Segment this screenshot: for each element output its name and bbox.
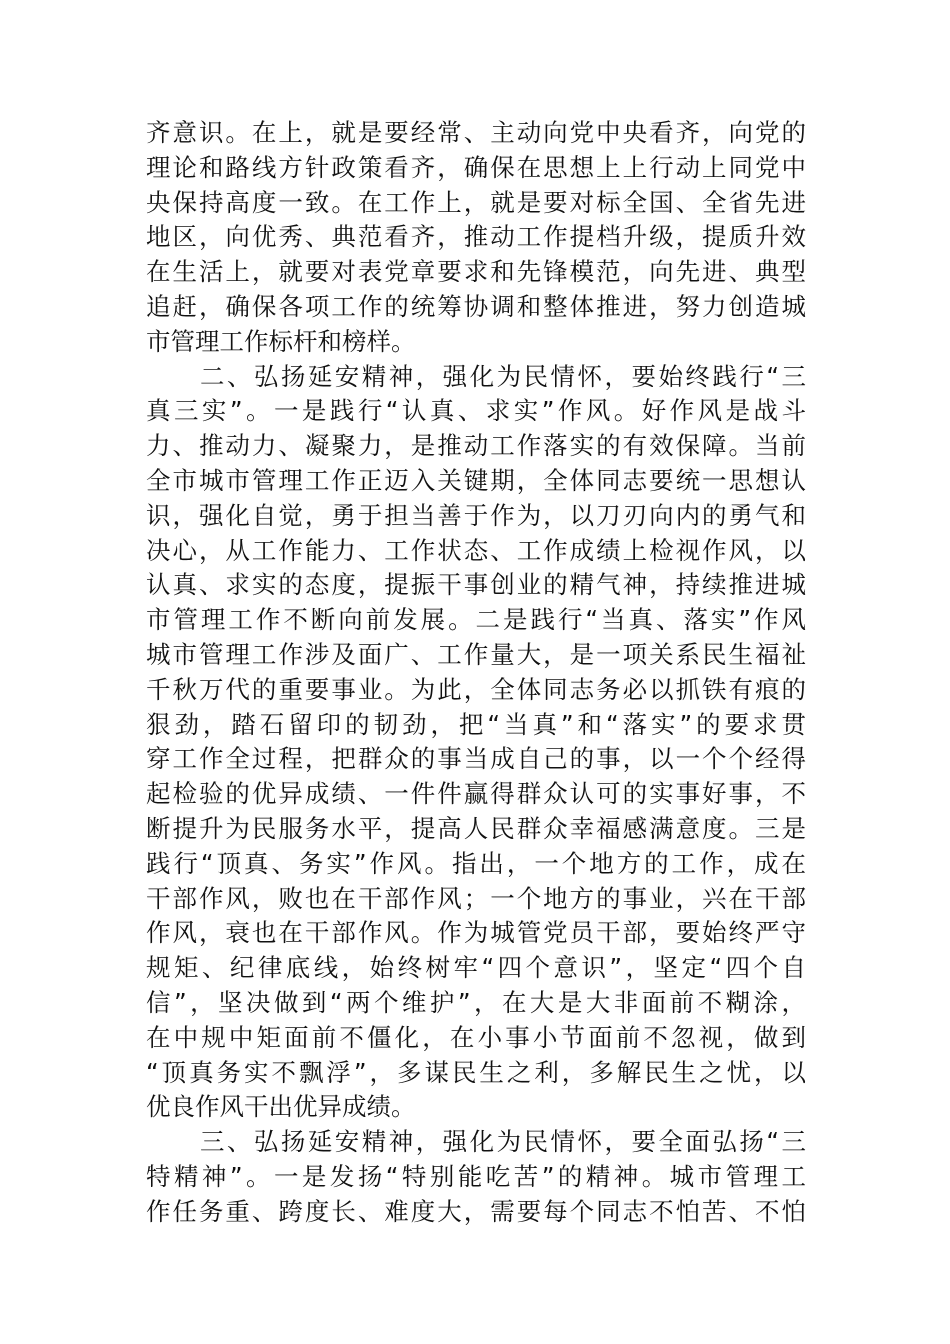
text-line: 三、弘扬延安精神，强化为民情怀，要全面弘扬“三 xyxy=(146,1127,806,1157)
text-line: 在生活上，就要对表党章要求和先锋模范，向先进、典型 xyxy=(146,257,806,287)
text-line: 在中规中矩面前不僵化，在小事小节面前不忽视，做到 xyxy=(146,1022,806,1052)
text-line: 践行“顶真、务实”作风。指出，一个地方的工作，成在 xyxy=(146,848,806,878)
text-line: 真三实”。一是践行“认真、求实”作风。好作风是战斗 xyxy=(146,396,806,426)
text-line: 狠劲，踏石留印的韧劲，把“当真”和“落实”的要求贯 xyxy=(146,709,806,739)
text-line: 央保持高度一致。在工作上，就是要对标全国、全省先进 xyxy=(146,187,806,217)
text-line: 特精神”。一是发扬“特别能吃苦”的精神。城市管理工 xyxy=(146,1161,806,1191)
text-line: 干部作风，败也在干部作风；一个地方的事业，兴在干部 xyxy=(146,883,806,913)
text-line: 市管理工作标杆和榜样。 xyxy=(146,326,416,356)
text-line: 断提升为民服务水平，提高人民群众幸福感满意度。三是 xyxy=(146,813,806,843)
text-line: 全市城市管理工作正迈入关键期，全体同志要统一思想认 xyxy=(146,465,806,495)
text-line: 追赶，确保各项工作的统筹协调和整体推进，努力创造城 xyxy=(146,291,806,321)
text-line: 穿工作全过程，把群众的事当成自己的事，以一个个经得 xyxy=(146,744,806,774)
text-line: 城市管理工作涉及面广、工作量大，是一项关系民生福祉 xyxy=(146,639,806,669)
text-line: 市管理工作不断向前发展。二是践行“当真、落实”作风 xyxy=(146,605,806,635)
text-line: 千秋万代的重要事业。为此，全体同志务必以抓铁有痕的 xyxy=(146,674,806,704)
body-text xyxy=(146,116,806,1230)
text-line: 二、弘扬延安精神，强化为民情怀，要始终践行“三 xyxy=(146,361,806,391)
text-line: 力、推动力、凝聚力，是推动工作落实的有效保障。当前 xyxy=(146,431,806,461)
text-line: 识，强化自觉，勇于担当善于作为，以刀刃向内的勇气和 xyxy=(146,500,806,530)
text-line: 齐意识。在上，就是要经常、主动向党中央看齐，向党的 xyxy=(146,118,806,147)
text-line: 优良作风干出优异成绩。 xyxy=(146,1092,416,1122)
text-line: 决心，从工作能力、工作状态、工作成绩上检视作风，以 xyxy=(146,535,806,565)
text-line: “顶真务实不飘浮”，多谋民生之利，多解民生之忧，以 xyxy=(146,1057,806,1087)
text-line: 地区，向优秀、典范看齐，推动工作提档升级，提质升效 xyxy=(146,222,806,252)
text-line: 起检验的优异成绩、一件件赢得群众认可的实事好事，不 xyxy=(146,779,806,809)
text-line: 理论和路线方针政策看齐，确保在思想上上行动上同党中 xyxy=(146,152,806,182)
text-line: 认真、求实的态度，提振干事创业的精气神，持续推进城 xyxy=(146,570,806,600)
text-line: 作风，衰也在干部作风。作为城管党员干部，要始终严守 xyxy=(146,918,806,948)
text-line: 信”，坚决做到“两个维护”，在大是大非面前不糊涂， xyxy=(146,987,806,1017)
text-line: 规矩、纪律底线，始终树牢“四个意识”，坚定“四个自 xyxy=(146,953,806,983)
text-line: 作任务重、跨度长、难度大，需要每个同志不怕苦、不怕 xyxy=(146,1196,806,1226)
